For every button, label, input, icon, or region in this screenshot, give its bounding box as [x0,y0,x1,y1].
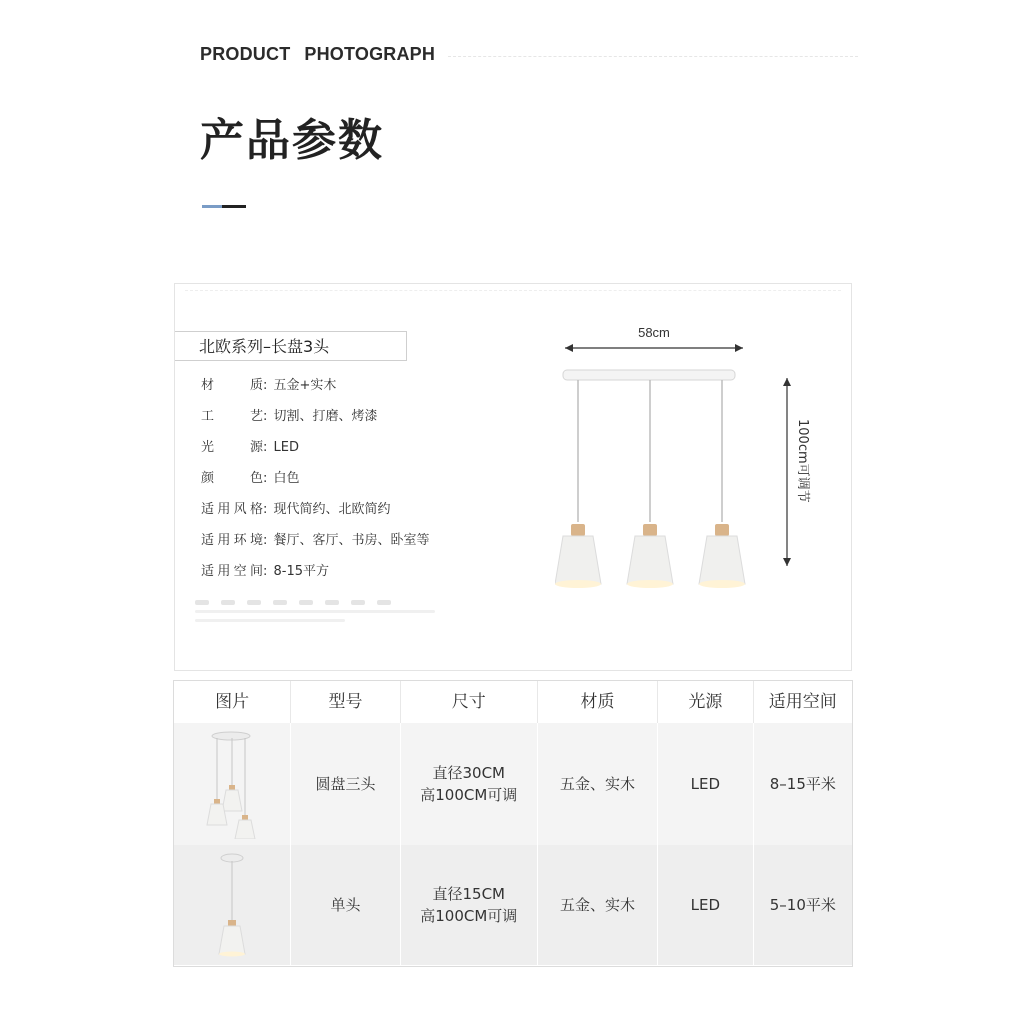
spec-value: 白色 [273,471,300,486]
spec-row-environment: 适用环境: 餐厅、客厅、书房、卧室等 [201,529,430,560]
material-cell: 五金、实木 [538,845,658,965]
column-header: 材质 [538,681,658,723]
size-cell: 直径30CM 高100CM可调 [401,723,538,845]
spec-key: 工艺 [201,409,263,424]
spec-key: 材质 [201,378,263,393]
space-cell: 8–15平米 [769,775,836,793]
page-title: 产品参数 [200,115,384,166]
lamp-shade-left [555,524,601,588]
spec-value: 切割、打磨、烤漆 [273,409,378,424]
column-header: 尺寸 [401,681,538,723]
spec-list [201,374,430,591]
spec-key: 适用空间 [201,564,263,579]
table-row [174,723,852,845]
spec-value: 五金+实木 [273,378,337,393]
height-dimension-arrow [783,378,791,566]
title-word-product: PRODUCT [200,44,291,64]
spec-row-color: 颜色: 白色 [201,467,430,498]
faded-caption [195,610,445,628]
spec-key: 适用风格 [201,502,263,517]
lamp-shade-right [699,524,745,588]
section-title-en [200,44,449,65]
spec-value: 餐厅、客厅、书房、卧室等 [273,533,430,548]
spec-row-light: 光源: LED [201,436,430,467]
model-cell: 圆盘三头 [291,723,400,845]
column-header: 适用空间 [768,692,837,712]
spec-value: 现代简约、北欧简约 [273,502,391,517]
certification-icons [195,590,445,598]
width-label: 58cm [638,325,670,340]
spec-key: 光源 [201,440,263,455]
product-image-cell [174,723,291,845]
model-comparison-table [173,680,853,967]
spec-row-style: 适用风格: 现代简约、北欧简约 [201,498,430,529]
light-source-cell: LED [658,723,753,845]
spec-row-process: 工艺: 切割、打磨、烤漆 [201,405,430,436]
width-dimension-arrow [565,344,743,352]
table-row [174,845,852,965]
spec-value: 8-15平方 [273,564,330,579]
spec-key: 适用环境 [201,533,263,548]
spec-row-space: 适用空间: 8-15平方 [201,560,430,591]
product-image-cell [174,845,291,965]
title-word-photograph: PHOTOGRAPH [304,44,436,64]
model-name: 北欧系列–长盘3头 [175,331,407,361]
column-header: 光源 [658,681,753,723]
single-head-lamp-image [207,850,257,960]
column-header: 型号 [291,681,400,723]
spec-row-material: 材质: 五金+实木 [201,374,430,405]
space-cell: 5–10平米 [769,896,836,914]
accent-bar [202,205,246,208]
height-label: 100cm可调节 [795,419,810,503]
round-three-head-lamp-image [197,729,267,839]
size-cell: 直径15CM 高100CM可调 [401,845,538,965]
light-source-cell: LED [658,845,753,965]
lamp-shade-center [627,524,673,588]
material-cell: 五金、实木 [538,723,658,845]
table-header-row [174,681,852,723]
spec-key: 颜色 [201,471,263,486]
header-divider [448,56,858,58]
model-cell: 单头 [291,845,400,965]
lamp-illustration [555,314,815,604]
spec-value: LED [273,440,299,455]
spec-panel [174,283,852,671]
column-header: 图片 [174,681,291,723]
